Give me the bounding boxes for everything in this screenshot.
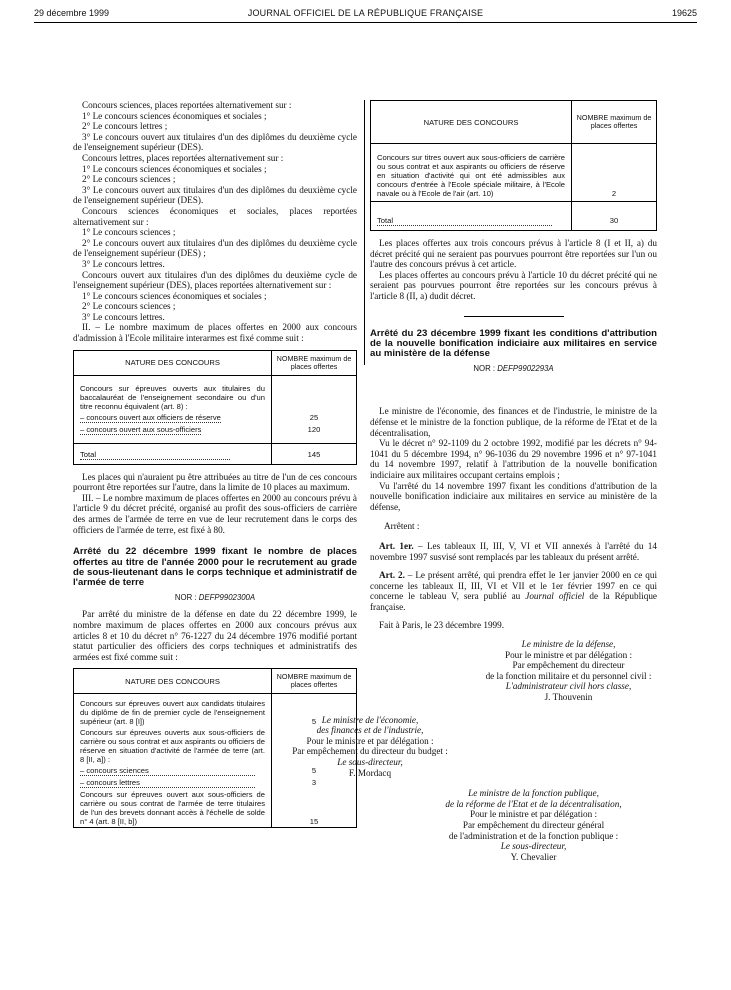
table-row-label: – concours sciences <box>80 766 255 776</box>
header-rule <box>34 22 697 23</box>
nor-code: DEFP9902300A <box>198 592 256 602</box>
table-total-label <box>74 443 271 464</box>
paragraph: Concours sciences économiques et sociales, places reportées alternativement sur : <box>73 205 357 227</box>
signature-line: Par empêchement du directeur <box>512 660 625 671</box>
nor-prefix: NOR : <box>473 363 498 373</box>
signature-line: Par empêchement du directeur du budget : <box>292 746 448 757</box>
table-header-nombre: NOMBRE maximum de places offertes <box>271 351 356 376</box>
nor-prefix: NOR : <box>174 592 199 602</box>
article-2 <box>370 570 657 612</box>
paragraph: 3° Le concours lettres. <box>82 258 165 269</box>
table-cell <box>74 412 271 424</box>
paragraph: Les places qui n'auraient pu être attribuées au titre de l'un de ces concours pourront être reportées sur l'autre, dans la limite de 10 places au maximum. <box>73 471 357 493</box>
paragraph: Concours sciences, places reportées alternativement sur : <box>82 100 292 110</box>
table-row-label: – concours ouvert aux officiers de réserve <box>80 412 221 422</box>
total-label: Total <box>80 450 230 460</box>
table-cell <box>74 777 271 789</box>
decree-title: Arrêté du 23 décembre 1999 fixant les conditions d'attribution de la nouvelle bonification indiciaire aux militaires en service au ministère de la défense <box>370 327 657 360</box>
signature-line: Le ministre de la défense, <box>521 639 616 650</box>
page-header <box>34 8 697 22</box>
table-total-value: 145 <box>271 443 356 464</box>
signature-line: Le sous-directeur, <box>500 841 567 852</box>
signature-defense <box>480 639 657 703</box>
paragraph: 3° Le concours ouvert aux titulaires d'un des diplômes du deuxième cycle de l'enseignement supérieur (DES). <box>73 184 357 206</box>
paragraph: Concours lettres, places reportées alternativement sur : <box>82 152 284 163</box>
paragraph: Vu l'arrêté du 14 novembre 1997 fixant les conditions d'attribution de la nouvelle bonification indiciaire aux militaires en service au ministère de la défense, <box>370 480 657 512</box>
paragraph: Les places offertes aux trois concours prévus à l'article 8 (I et II, a) du décret précité qui ne seraient pas pourvues pourront être reportées sur l'un ou l'autre des concours prévus à cet article. <box>370 238 657 270</box>
nor-code: DEFP9902293A <box>497 363 554 373</box>
signature-line: Le ministre de l'économie, <box>321 714 419 725</box>
table-total-label <box>371 201 571 230</box>
paragraph: Concours ouvert aux titulaires d'un des diplômes du deuxième cycle de l'enseignement supérieur (DES), places reportées alternativement sur : <box>73 269 357 291</box>
table-row-label: – concours ouvert aux sous-officiers <box>80 424 202 434</box>
table-emia <box>73 350 357 465</box>
table-value: 3 <box>271 777 356 789</box>
table-header-nature: NATURE DES CONCOURS <box>371 101 571 144</box>
signature-line: Pour le ministre et par délégation : <box>504 649 633 660</box>
article-label: Art. 1er. <box>379 540 414 551</box>
header-page-number: 19625 <box>671 8 697 18</box>
paragraph: Vu le décret n° 92-1109 du 2 octobre 1992, modifié par les décrets n° 94-1041 du 5 décembre 1994, n° 96-1036 du 29 novembre 1996 et n° 97-1041 du 14 novembre 1997, relatif à l'attribution de la nouvelle bonification indiciaire aux militaires occupant certains emplois ; <box>370 438 657 480</box>
paragraph: 1° Le concours sciences économiques et sociales ; <box>82 290 267 301</box>
separator-rule <box>464 316 564 317</box>
table-total-value: 30 <box>571 201 656 230</box>
signature-line: Le ministre de la fonction publique, <box>468 788 599 799</box>
signature-line: de la réforme de l'Etat et de la décentralisation, <box>445 798 622 809</box>
article-text-italic: Journal officiel <box>525 591 585 602</box>
table-cta-continued <box>370 100 657 231</box>
paragraph: 2° Le concours ouvert aux titulaires d'un des diplômes du deuxième cycle de l'enseignement supérieur (DES) ; <box>73 237 357 259</box>
header-date: 29 décembre 1999 <box>34 8 110 18</box>
table-header-nombre: NOMBRE maximum de places offertes <box>571 101 656 144</box>
signature-line: de l'administration et de la fonction publique : <box>448 830 619 841</box>
signature-line: des finances et de l'industrie, <box>316 725 424 736</box>
paragraph: Arrêtent : <box>384 521 420 532</box>
table-header-nature: NATURE DES CONCOURS <box>74 669 271 694</box>
paragraph: Par arrêté du ministre de la défense en date du 22 décembre 1999, le nombre maximum de places offertes en 2000 aux concours prévus aux articles 8 et 10 du décret n° 76-1227 du 24 décembre 1976 modifié portant statut particulier des officiers des corps techniques et administratifs des armées est fixé comme suit : <box>73 609 357 662</box>
paragraph: Fait à Paris, le 23 décembre 1999. <box>379 620 505 631</box>
signature-line: Par empêchement du directeur général <box>462 819 605 830</box>
paragraph: 2° Le concours sciences ; <box>82 174 176 185</box>
signature-line: Le sous-directeur, <box>337 757 403 767</box>
table-header-nature: NATURE DES CONCOURS <box>74 351 271 376</box>
signature-line: L'administrateur civil hors classe, <box>505 681 632 692</box>
table-value: 5 <box>271 694 356 727</box>
paragraph: III. – Le nombre maximum de places offertes en 2000 au concours prévu à l'article 9 du décret précité, organisé au profit des sous-officiers de carrière des armes de l'armée de terre en vue de leur recrutement dans le corps des officiers de l'armée de terre, est fixé à 80. <box>73 492 357 535</box>
table-value: 2 <box>571 144 656 201</box>
table-value: 5 <box>271 765 356 777</box>
paragraph: 1° Le concours sciences économiques et sociales ; <box>82 110 267 121</box>
table-cell: Concours sur titres ouvert aux sous-officiers de carrière ou sous contrat et aux aspirants ou officiers de réserve en situation d'activité qui ont été admissibles aux concours d'entrée à l'Ecole spéciale militaire, à l'Ecole navale ou à l'Ecole de l'air (art. 10) <box>377 153 565 198</box>
nor-reference <box>370 364 657 375</box>
column-divider <box>364 100 365 365</box>
nor-reference <box>73 593 357 604</box>
table-cell: Concours sur épreuves ouvert aux sous-officiers de carrière ou sous contrat de l'armée de terre titulaires de l'un des brevets donnant accès à l'échelle de solde n° 4 (art. 8 [II, b]) <box>80 790 265 827</box>
signature-line: Pour le ministre et par délégation : <box>469 809 598 820</box>
table-value: 15 <box>271 789 356 827</box>
total-label: Total <box>377 216 552 226</box>
signature-name: Y. Chevalier <box>510 851 557 862</box>
article-label: Art. 2. <box>379 570 405 581</box>
article-text: – Les tableaux II, III, V, VI et VII annexés à l'arrêté du 14 novembre 1997 susvisé sont remplacés par les tableaux du présent arrêté. <box>370 540 657 562</box>
paragraph: Les places offertes au concours prévu à l'article 10 du décret précité qui ne seraient pas pourvues pourront être reportées sur les concours prévus à l'article 8 (II, a) dudit décret. <box>370 269 657 301</box>
table-row-label: – concours lettres <box>80 778 255 788</box>
decree-title: Arrêté du 22 décembre 1999 fixant le nombre de places offertes au titre de l'année 2000 pour le recrutement au grade de sous-lieutenant dans le corps technique et administratif de l'armée de terre <box>73 546 357 589</box>
table-cell: Concours sur épreuves ouverts aux titulaires du baccalauréat de l'enseignement secondaire ou d'un titre reconnu équivalent (art. 8) : <box>80 383 265 411</box>
article-text: de la République française. <box>370 591 657 612</box>
paragraph: 2° Le concours sciences ; <box>82 301 176 312</box>
signature-name: J. Thouvenin <box>544 692 593 703</box>
paragraph: 1° Le concours sciences économiques et sociales ; <box>82 163 267 174</box>
paragraph: Le ministre de l'économie, des finances et de l'industrie, le ministre de la défense et le ministre de la fonction publique, de la réforme de l'Etat et de la décentralisation, <box>370 406 657 438</box>
header-journal-title: JOURNAL OFFICIEL DE LA RÉPUBLIQUE FRANÇAISE <box>247 8 484 18</box>
table-value: 120 <box>271 424 356 443</box>
table-value: 25 <box>271 412 356 424</box>
table-cell: Concours sur épreuves ouverts aux sous-officiers de carrière ou sous contrat et aux aspirants ou officiers de réserve en situation d'activité de l'armée de terre (art. 8 [II, a]) : <box>80 728 265 765</box>
paragraph: 3° Le concours lettres. <box>82 311 165 322</box>
signature-line: de la fonction militaire et du personnel civil : <box>485 670 652 681</box>
article-text: – Le présent arrêté, qui prendra effet le 1er janvier 2000 en ce qui concerne les tableaux II, III, VI et VII et le 1er février 1997 en ce qui concerne le tableau V, sera publié au <box>370 570 657 602</box>
paragraph: 2° Le concours lettres ; <box>82 121 168 132</box>
table-cell: Concours sur épreuves ouvert aux candidats titulaires du diplôme de fin de premier cycle de l'enseignement supérieur (art. 8 [I]) <box>80 699 265 727</box>
signature-fonction-publique <box>410 788 657 862</box>
signature-economie <box>260 715 480 779</box>
paragraph: 1° Le concours sciences ; <box>82 227 176 238</box>
article-1 <box>370 541 657 562</box>
signature-name: F. Mordacq <box>348 767 392 778</box>
paragraph: II. – Le nombre maximum de places offertes en 2000 aux concours d'admission à l'Ecole militaire interarmes est fixé comme suit : <box>73 322 357 344</box>
table-cell <box>74 424 271 443</box>
table-cell <box>74 765 271 777</box>
signature-line: Pour le ministre et par délégation : <box>306 735 434 746</box>
table-header-nombre: NOMBRE maximum de places offertes <box>271 669 356 694</box>
paragraph: 3° Le concours ouvert aux titulaires d'un des diplômes du deuxième cycle de l'enseignement supérieur (DES). <box>73 131 357 153</box>
